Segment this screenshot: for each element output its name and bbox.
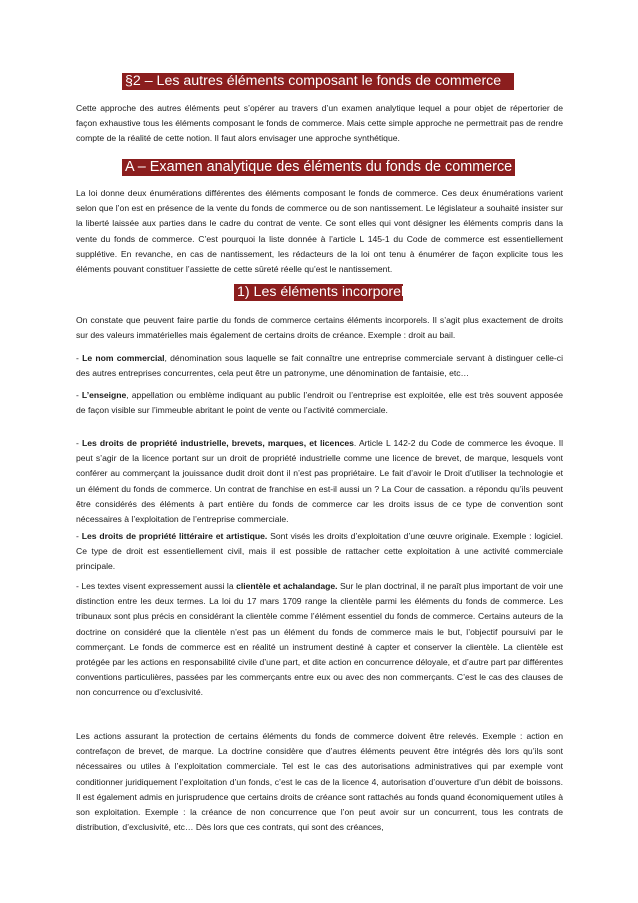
term-label: L’enseigne: [81, 390, 127, 400]
term-label: Le nom commercial: [82, 353, 165, 363]
propriete-litteraire-paragraph: [76, 529, 563, 575]
enseigne-paragraph: [76, 388, 563, 418]
term-description: Sont visés les droits d’exploitation d’une œuvre originale. Exemple : logiciel. Ce type de droit est essentiellement civil, mais il est possible de rattacher cette exploitation à une activité commerciale principale.: [76, 531, 564, 572]
list-dash: -: [76, 531, 82, 541]
term-description: . Article L 142-2 du Code de commerce les évoque. Il peut s’agir de la licence portant sur un droit de propriété industrielle comme une licence de brevet, de marque, lesquels vont conférer au commerçant la jouissance dudit droit dont il n’est pas propriétaire. Le fait d’avoir le Droit d’utiliser la technologie et un élément du fonds de commerce. Un contrat de franchise en est-il aussi un ? La Cour de cassation. a répondu qu’ils peuvent être considérés des éléments à part entière du fonds de commerce car les droits issus de ce type de convention sont nécessaires à l’exploitation de l’entreprise commerciale.: [76, 438, 564, 525]
nom-commercial-paragraph: [76, 351, 563, 381]
propriete-industrielle-paragraph: [76, 436, 563, 527]
term-label: Les droits de propriété littéraire et artistique.: [81, 531, 268, 541]
incorporeal-intro-paragraph: On constate que peuvent faire partie du fonds de commerce certains éléments incorporels. Il s’agit plus exactement de droits sur des valeurs immatérielles mais également de certains droits de créance. Exemple : droit au bail.: [76, 315, 563, 341]
section-heading: §2 – Les autres éléments composant le fonds de commerce: [122, 73, 514, 90]
list-dash: -: [76, 438, 82, 448]
term-label: clientèle et achalandage.: [236, 581, 338, 591]
term-description: , dénomination sous laquelle se fait connaître une entreprise commerciale servant à distinguer celle-ci des autres entreprises concurrentes, cela peut être un patronyme, une dénomination de fantaisie, etc…: [76, 353, 564, 379]
subsection-heading: A – Examen analytique des éléments du fonds de commerce: [122, 159, 515, 176]
list-dash: -: [76, 353, 83, 363]
protection-actions-paragraph: Les actions assurant la protection de certains éléments du fonds de commerce doivent être relevés. Exemple : action en contrefaçon de brevet, de marque. La doctrine considère que d’autres éléments peuvent être intégrés dès lors qu’ils sont nécessaires ou utiles à l’exploitation commerciale. Tel est le cas des autorisations administratives qui par exemple vont conditionner juridiquement l’exploitation d’un fonds, c’est le cas de la licence 4, autorisation d’ouverture d’un débit de boissons. Il est également admis en jurisprudence que certains droits de créance sont rattachés au fonds quand économiquement utiles à son exploitation. Exemple : la créance de non concurrence que l’on peut avoir sur un concurrent, tous les contrats de distribution, d’exclusivité, etc… Dès lors que ces contrats, qui sont des créances,: [76, 731, 563, 833]
term-prefix: - Les textes visent expressement aussi la: [76, 581, 237, 591]
term-label: Les droits de propriété industrielle, brevets, marques, et licences: [82, 438, 354, 448]
legal-enumeration-paragraph: La loi donne deux énumérations différentes des éléments composant le fonds de commerce. Ces deux énumérations varient selon que l’on est en présence de la vente du fonds de commerce ou de son nantissement. Le législateur a souhaité insister sur la liberté laissée aux parties dans le cadre du contrat de vente. Ce sont elles qui vont désigner les éléments compris dans la vente du fonds de commerce. C’est pourquoi la liste donnée à l’article L 145-1 du Code de commerce est essentiellement supplétive. En revanche, en cas de nantissement, les rédacteurs de la loi ont tenu à énumérer de façon explicite tous les éléments pouvant constituer l’assiette de cette sûreté réelle qu’est le nantissement.: [76, 188, 563, 275]
term-description: Sur le plan doctrinal, il ne paraît plus important de voir une distinction entre les deux termes. La loi du 17 mars 1709 range la clientèle parmi les éléments du fonds de commerce. Les tribunaux sont plus précis en considérant la clientèle comme l’élément essentiel du fonds de commerce. Certains auteurs de la doctrine on considéré que la clientèle n’est pas un élément du fonds de commerce mais le but, l’objectif poursuivi par le commerçant. Le fonds de commerce est en réalité un instrument destiné à capter et conserver la clientèle. La clientèle est protégée par les actions en responsabilité civile d’une part, et dite action en concurrence déloyale, et d’autre part par différentes conventions particulières, passées par les commerçants entre eux ou avec des non commerçants. C’est le cas des clauses de non concurrence ou d’exclusivité.: [76, 581, 563, 698]
clientele-paragraph: [76, 579, 563, 701]
list-dash: -: [76, 390, 82, 400]
subsubsection-heading: 1) Les éléments incorporels: [234, 284, 403, 301]
term-description: , appellation ou emblème indiquant au public l’endroit ou l’entreprise est exploitée, elle est très souvent apposée de façon visible sur l’immeuble abritant le point de vente ou l’activité commerciale.: [76, 390, 564, 416]
intro-paragraph: Cette approche des autres éléments peut s’opérer au travers d’un examen analytique lequel a pour objet de répertorier de façon exhaustive tous les éléments composant le fonds de commerce. Mais cette simple approche ne permettrait pas de rendre compte de la réalité de cette notion. Il faut alors envisager une approche synthétique.: [76, 103, 563, 144]
